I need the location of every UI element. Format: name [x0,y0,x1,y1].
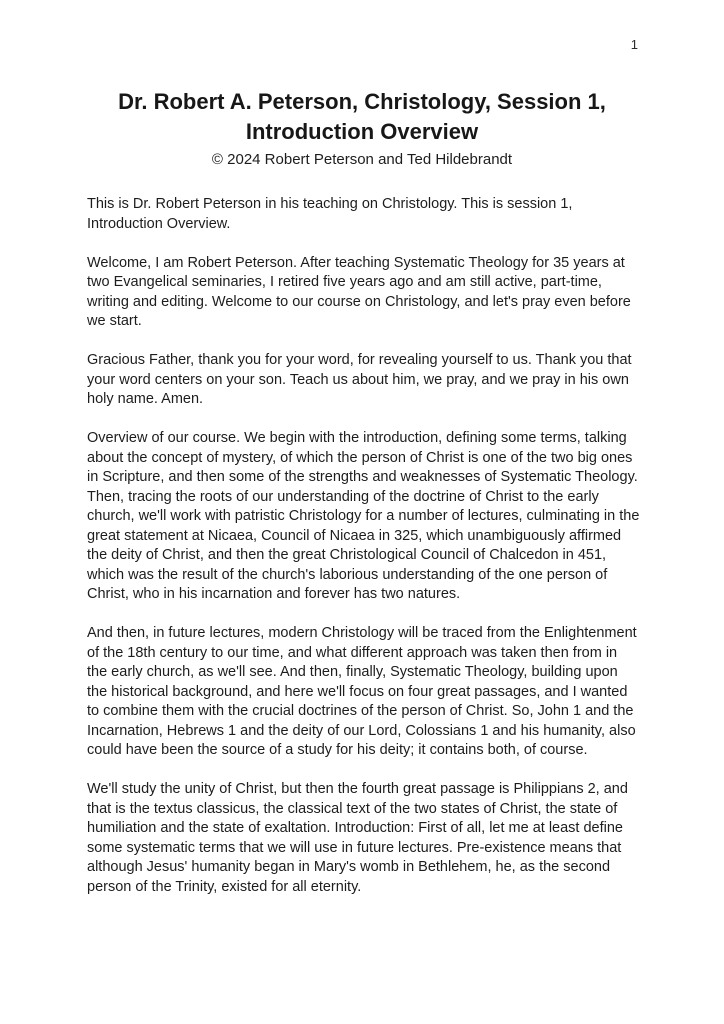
copyright-line: © 2024 Robert Peterson and Ted Hildebrandt [211,151,513,168]
paragraph-welcome: Welcome, I am Robert Peterson. After teaching Systematic Theology for 35 years at two Evangelical seminaries, I retired five years ago and am still active, part-time, writing and editing. Welcome to our course on Christology, and let's pray even before we start. [87,254,631,329]
page-number: 1 [630,37,638,52]
paragraph-unity-of-christ: We'll study the unity of Christ, but then the fourth great passage is Philippians 2, and that is the textus classicus, the classical text of the two states of Christ, the state of humiliation and the state of exaltation. Introduction: First of all, let me at least define some systematic terms that we will use in future lectures. Pre-existence means that although Jesus' humanity began in Mary's womb in Bethlehem, he, as the second person of the Trinity, existed for all eternity. [87,781,628,895]
document-body [87,195,640,897]
document-title [0,0,724,147]
paragraph-future-lectures: And then, in future lectures, modern Christology will be traced from the Enlightenment of the 18th century to our time, and what different approach was taken then from in the early church, as we'll see. And then, finally, Systematic Theology, building upon the historical background, and here we'll focus on four great passages, and I wanted to combine them with the crucial doctrines of the person of Christ. So, John 1 and the Incarnation, Hebrews 1 and the deity of our Lord, Colossians 1 and his humanity, also could have been the source of a study for his deity; it contains both, of course. [87,625,637,758]
title-line-1: Dr. Robert A. Peterson, Christology, Session 1, [118,89,606,114]
paragraph-course-overview: Overview of our course. We begin with the introduction, defining some terms, talking about the concept of mystery, of which the person of Christ is one of the two big ones in Scripture, and then some of the strengths and weaknesses of Systematic Theology. Then, tracing the roots of our understanding of the doctrine of Christ to the early church, we'll work with patristic Christology for a number of lectures, culminating in the great statement at Nicaea, Council of Nicaea in 325, which unambiguously affirmed the deity of Christ, and then the great Christological Council of Chalcedon in 451, which was the result of the church's laborious understanding of the one person of Christ, who in his incarnation and forever has two natures. [87,430,640,602]
paragraph-intro: This is Dr. Robert Peterson in his teaching on Christology. This is session 1, Introduction Overview. [87,196,573,232]
paragraph-prayer: Gracious Father, thank you for your word, for revealing yourself to us. Thank you that your word centers on your son. Teach us about him, we pray, and we pray in his own holy name. Amen. [87,352,632,407]
title-line-2: Introduction Overview [245,119,479,144]
